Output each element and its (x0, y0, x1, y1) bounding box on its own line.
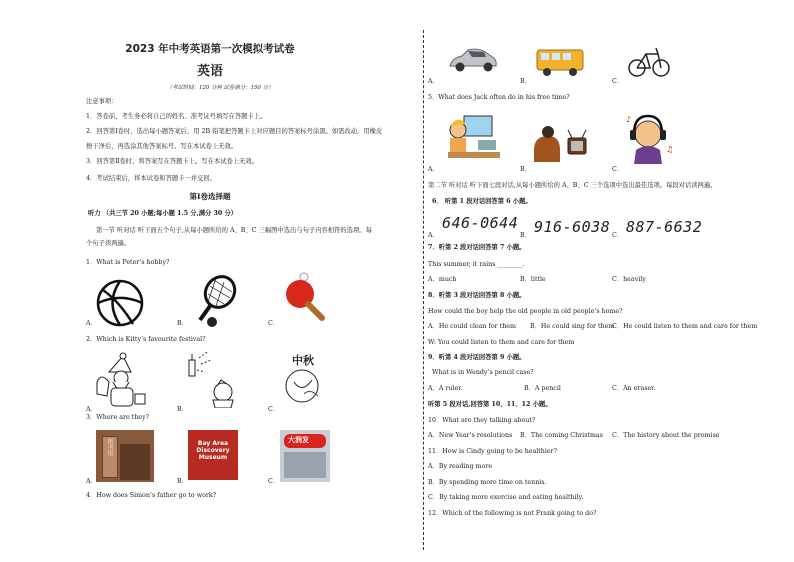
part1-heading: 第Ⅰ卷选择题 (189, 192, 231, 201)
q4-c-label: C． (612, 78, 624, 85)
section2-instruction: 第二节 听对话 听下面七段对话,从每小题所给的 A、B、C 三个选项中选出最佳选项。每段对话读两遍。 (428, 182, 717, 189)
ping-pong-paddle-icon (282, 270, 330, 325)
q5-b-label: B． (520, 166, 531, 173)
q2-b-label: B． (177, 406, 188, 413)
q11-c: C．By taking more exercise and eating healthily. (428, 494, 584, 501)
q6-b-label: B． (520, 232, 531, 239)
listening-music-icon (624, 112, 674, 166)
q3-a-label: A． (86, 478, 97, 485)
q9-b: B．A pencil (524, 385, 561, 392)
q6: 6． 听第 1 段对话回答第 6 小题。 (432, 198, 532, 205)
q5: 5．What does Jack often do in his free time? (428, 94, 570, 101)
bicycle-icon (628, 44, 670, 78)
q10-heading: 听第 5 段对话,回答第 10、11、12 小题。 (428, 401, 552, 408)
note-2b: 擦干净后，再选涂其他答案标号。写在本试卷上无效。 (86, 143, 238, 150)
q9-a: A．A ruler. (428, 385, 463, 392)
q8-c: C．He could listen to them and care for them (612, 323, 758, 330)
kid-computer-icon (444, 112, 504, 164)
exam-subject: 英语 (196, 64, 223, 79)
q11-b: B．By spending more time on tennis. (428, 479, 547, 486)
library-sign: 图书馆 (106, 438, 113, 456)
q8: 8．听第 3 段对话回答第 8 小题。 (428, 292, 526, 299)
q1-b-label: B． (177, 320, 188, 327)
q4: 4．How does Simon’s father go to work? (86, 492, 217, 499)
q7: 7．听第 2 段对话回答第 7 小题。 (428, 244, 526, 251)
q10-a: A．New Year’s resolutions (428, 432, 513, 439)
q2: 2．Which is Kitty’s favourite festival? (86, 336, 206, 343)
q8-sentence: How could the boy help the old people in old people’s home? (428, 308, 623, 315)
q1: 1．What is Peter’s hobby? (86, 259, 170, 266)
firecracker-icon (185, 350, 240, 408)
tennis-racket-icon (190, 274, 240, 329)
q5-a-label: A． (428, 166, 439, 173)
phone-c: 887-6632 (626, 218, 703, 236)
volleyball-icon (95, 278, 145, 328)
q11: 11．How is Cindy going to be healthier? (428, 448, 557, 455)
section1-instruction-cont: 个句子读两遍。 (86, 240, 131, 247)
q7-b: B．little (520, 276, 546, 283)
q4-a-label: A． (428, 78, 439, 85)
notes-heading: 注意事项： (86, 98, 118, 105)
note-4: 4．考试结束后，将本试卷和答题卡一并交回。 (86, 175, 216, 182)
q2-c-label: C． (268, 406, 280, 413)
q7-sentence: This summer, it rains ________. (428, 261, 525, 268)
q12: 12．Which of the following is not Frank going to do? (428, 510, 597, 517)
museum-sign-image (188, 430, 238, 480)
q11-a: A．By reading more (428, 463, 493, 470)
library-building-image (96, 430, 154, 482)
q9: 9．听第 4 段对话回答第 9 小题。 (428, 354, 526, 361)
svg-text:♫: ♫ (666, 145, 674, 154)
q1-a-label: A． (86, 320, 97, 327)
svg-text:♪: ♪ (626, 115, 632, 124)
museum-sign-text: Bay Area Discovery Museum (196, 440, 230, 461)
mid-autumn-image (282, 350, 332, 406)
q8-a: A．He could clean for them (428, 323, 516, 330)
q6-a-label: A． (428, 232, 439, 239)
q3: 3．Where are they? (86, 414, 150, 421)
q1-c-label: C． (268, 320, 280, 327)
phone-a: 646-0644 (442, 214, 519, 232)
q6-c-label: C． (612, 232, 624, 239)
exam-info: （考试时间：120 分钟 试卷满分：150 分） (166, 85, 274, 91)
note-3: 3．回答第Ⅱ卷时，将答案写在答题卡上。写在本试卷上无效。 (86, 158, 259, 165)
q10-b: B．The coming Christmas (520, 432, 603, 439)
car-icon (448, 46, 498, 76)
column-divider (423, 30, 424, 550)
q3-b-label: B． (177, 478, 188, 485)
mall-sign: 大润发 (288, 436, 309, 444)
q8-w: W: You could listen to them and care for them (428, 339, 575, 346)
q3-c-label: C． (268, 478, 280, 485)
q10: 10．What are they talking about? (428, 417, 536, 424)
note-1: 1．答卷前，考生务必将自己的姓名、准考证号填写在答题卡上。 (86, 113, 267, 120)
mid-autumn-characters: 中秋 (292, 354, 314, 367)
note-2: 2．回答第Ⅰ卷时，选出每小题答案后，用 2B 铅笔把答题卡上对应题目的答案标号涂黑。如需改动，用橡皮 (86, 128, 383, 135)
q8-b: B．He could sing for them (530, 323, 615, 330)
q4-b-label: B． (520, 78, 531, 85)
santa-claus-icon (95, 352, 150, 410)
q5-c-label: C． (612, 166, 624, 173)
q9-c: C．An eraser. (612, 385, 656, 392)
q7-a: A．much (428, 276, 457, 283)
q7-c: C．heavily (612, 276, 646, 283)
school-bus-icon (535, 46, 585, 78)
q9-sentence: What is in Wendy’s pencil case? (432, 369, 534, 376)
shopping-mall-image (280, 430, 330, 482)
section1-instruction: 第一节 听对话 听下面五个句子,从每小题所给的 A、B、C 三幅图中选出与句子内容相符的选项。每 (96, 227, 372, 234)
q2-a-label: A． (86, 406, 97, 413)
exam-title: 2023 年中考英语第一次模拟考试卷 (125, 43, 295, 55)
listening-heading: 听力 （共三节 20 小题;每小题 1.5 分,满分 30 分） (88, 210, 238, 217)
watching-tv-icon (530, 120, 590, 166)
q10-c: C．The history about the promise (612, 432, 720, 439)
phone-b: 916-6038 (534, 218, 611, 236)
